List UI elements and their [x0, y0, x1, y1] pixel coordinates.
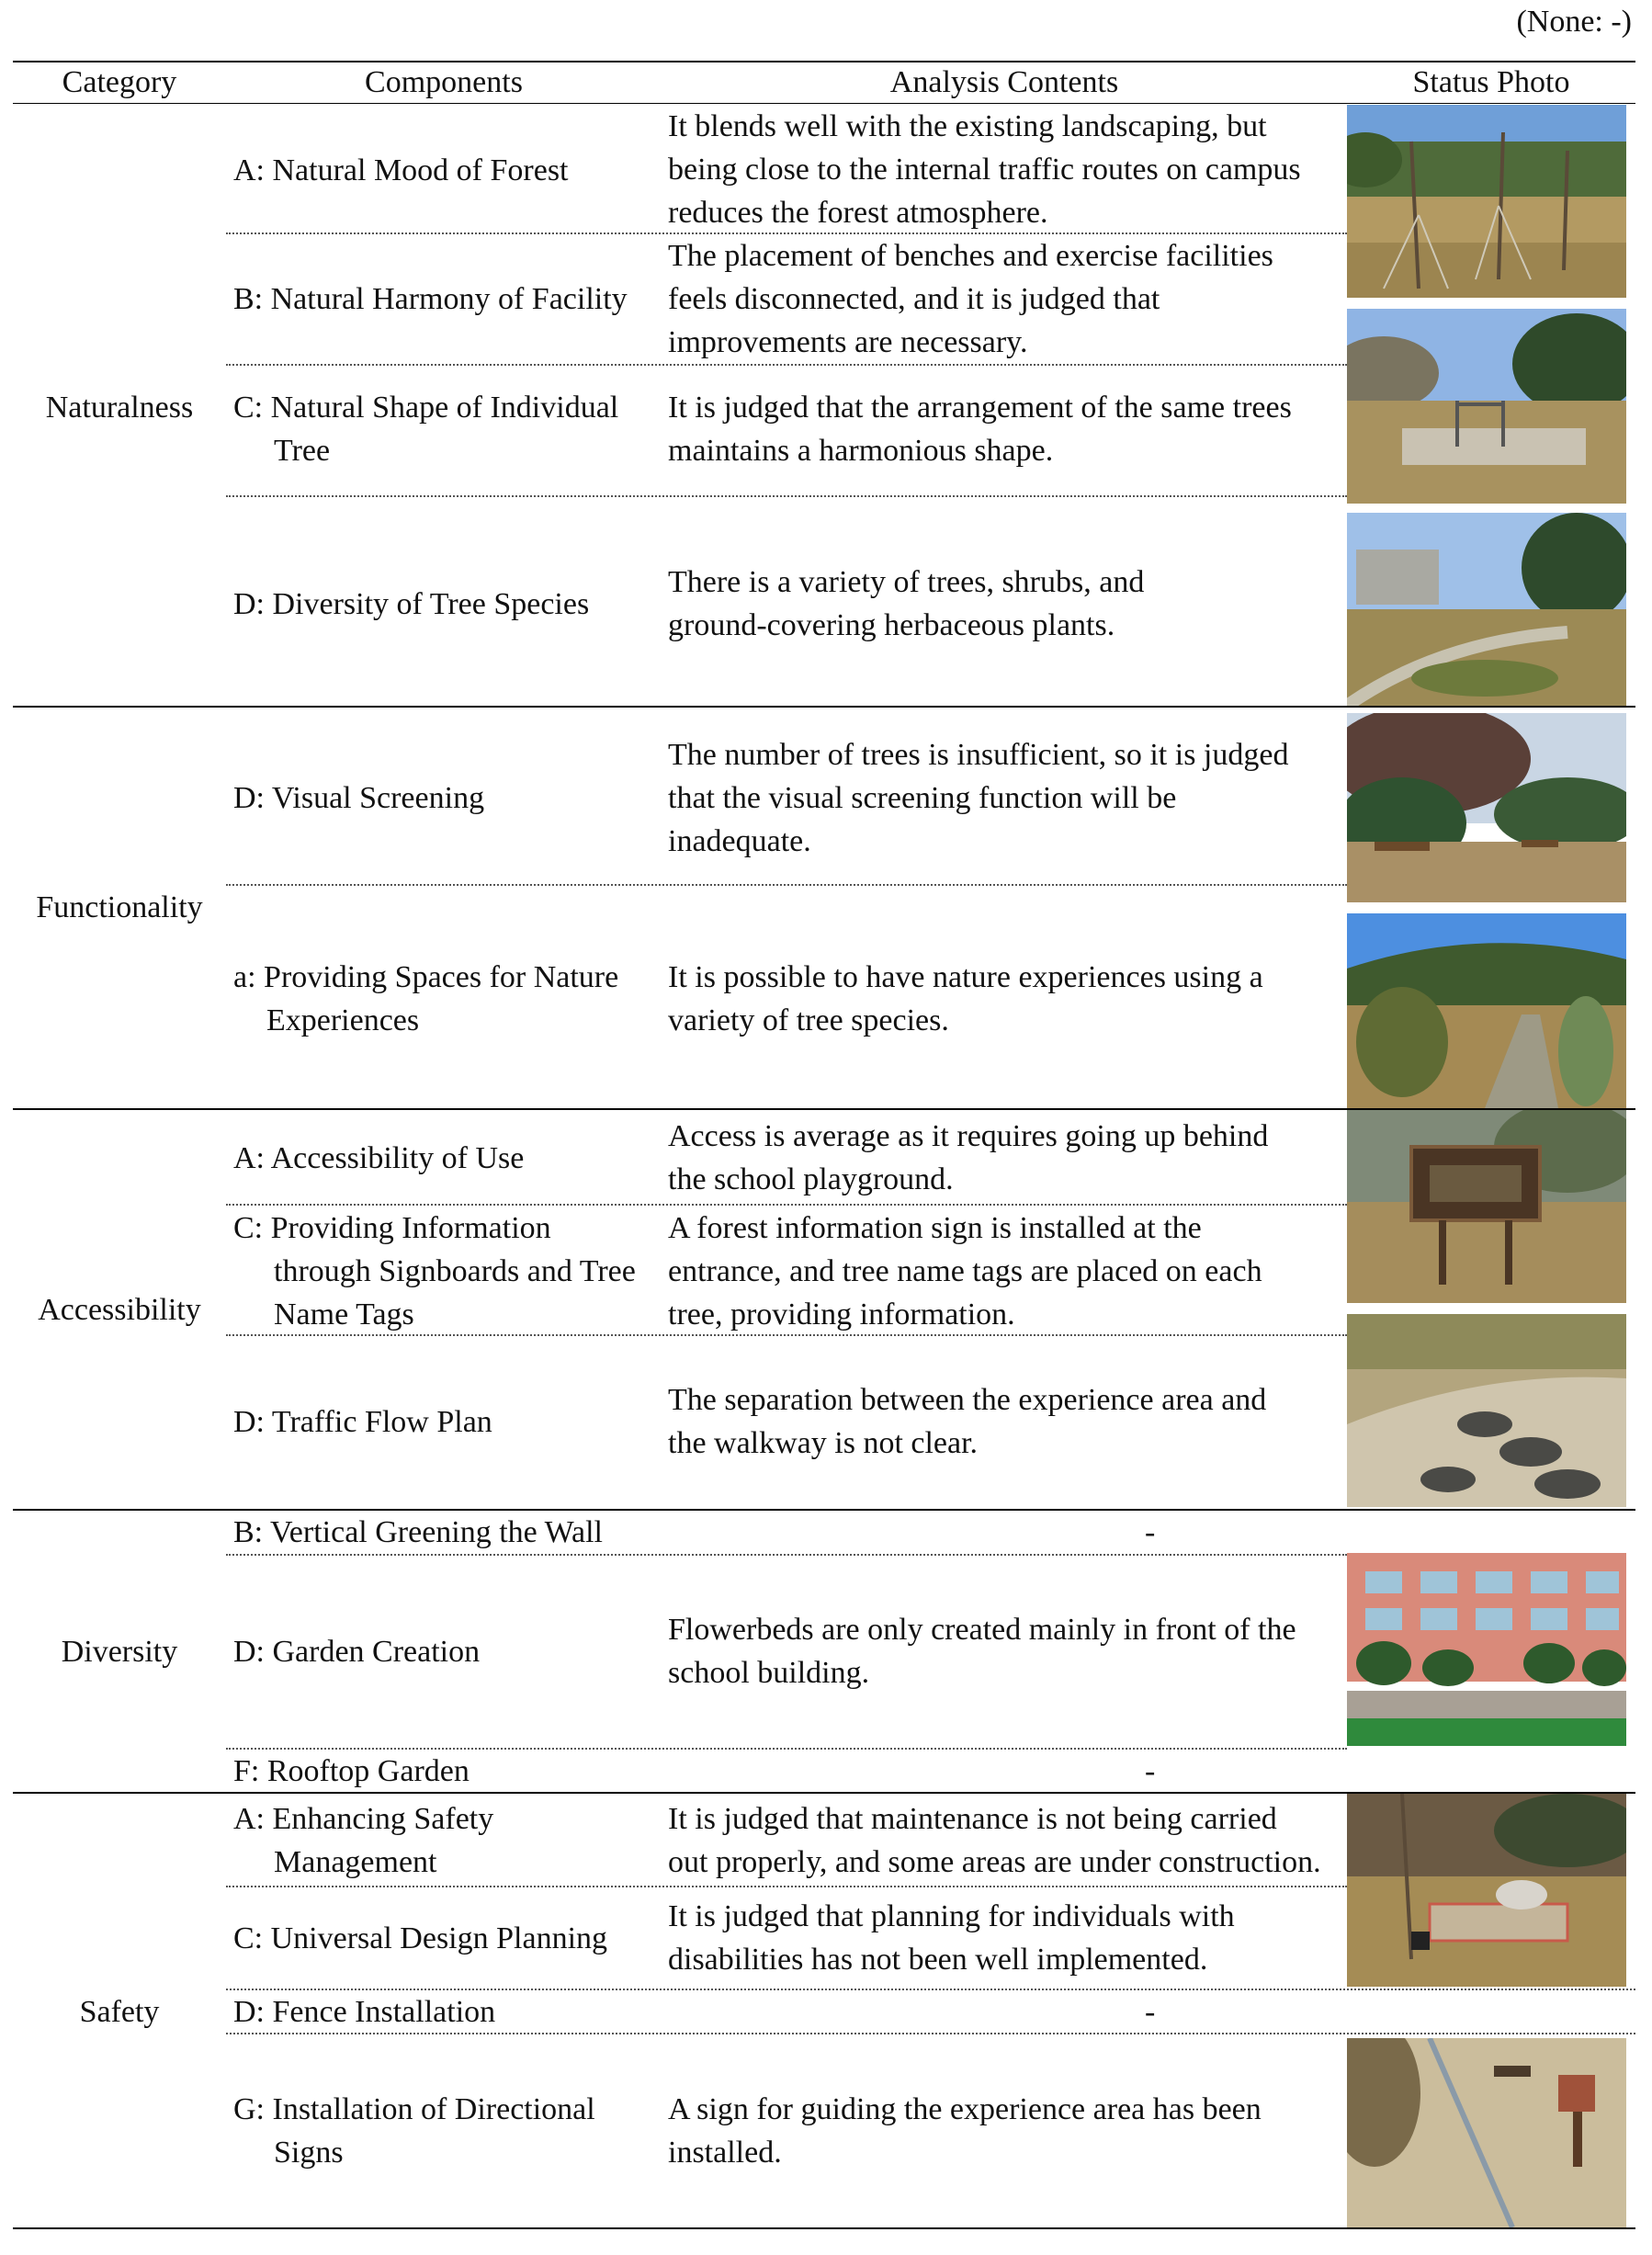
analysis-saf-d: -: [1145, 1995, 1156, 2029]
component-saf-a: A: Enhancing Safety Management: [233, 1802, 494, 1879]
analysis-nat-d: There is a variety of trees, shrubs, and ground-covering herbaceous plants.: [668, 565, 1145, 642]
component-nat-a: A: Natural Mood of Forest: [233, 153, 569, 187]
category-accessibility: Accessibility: [38, 1293, 201, 1327]
component-acc-d: D: Traffic Flow Plan: [233, 1405, 492, 1439]
status-photo-forest: [1347, 105, 1626, 298]
component-div-d: D: Garden Creation: [233, 1635, 481, 1669]
component-fun-d: D: Visual Screening: [233, 781, 485, 815]
analysis-acc-c: A forest information sign is installed at the entrance, and tree name tags are placed on each tree, providing information.: [668, 1211, 1262, 1331]
category-functionality: Functionality: [36, 890, 203, 924]
component-acc-c: C: Providing Information through Signboards and Tree Name Tags: [233, 1211, 636, 1331]
section-rule: [13, 706, 1635, 708]
row-divider: [226, 495, 1347, 497]
component-nat-b: B: Natural Harmony of Facility: [233, 282, 628, 316]
status-photo-construction: [1347, 1794, 1626, 1987]
status-photo-info-sign: [1347, 1110, 1626, 1303]
header-category: Category: [62, 65, 177, 99]
component-div-f: F: Rooftop Garden: [233, 1754, 470, 1788]
status-photo-nature-experience: [1347, 913, 1626, 1108]
row-divider: [226, 1886, 1347, 1887]
analysis-fun-a: It is possible to have nature experiences using a variety of tree species.: [668, 960, 1263, 1037]
row-divider: [226, 1204, 1347, 1206]
analysis-acc-a: Access is average as it requires going up behind the school playground.: [668, 1119, 1269, 1196]
header-components: Components: [365, 65, 523, 99]
header-analysis: Analysis Contents: [889, 65, 1119, 99]
analysis-nat-a: It blends well with the existing landscaping, but being close to the internal traffic routes on campus reduces the forest atmosphere.: [668, 109, 1301, 230]
analysis-nat-c: It is judged that the arrangement of the same trees maintains a harmonious shape.: [668, 391, 1292, 468]
status-photo-walkway: [1347, 1314, 1626, 1507]
category-naturalness: Naturalness: [45, 391, 194, 425]
component-fun-a: a: Providing Spaces for Nature Experiences: [233, 960, 619, 1037]
component-saf-c: C: Universal Design Planning: [233, 1921, 608, 1955]
category-diversity: Diversity: [61, 1635, 178, 1669]
row-divider: [226, 2033, 1635, 2034]
component-acc-a: A: Accessibility of Use: [233, 1141, 525, 1175]
status-photo-exercise-facility: [1347, 309, 1626, 504]
analysis-saf-g: A sign for guiding the experience area has been installed.: [668, 2092, 1262, 2170]
row-divider: [226, 364, 1347, 366]
analysis-div-d: Flowerbeds are only created mainly in front of the school building.: [668, 1613, 1296, 1690]
component-saf-d: D: Fence Installation: [233, 1995, 496, 2029]
bottom-rule: [13, 2227, 1635, 2229]
component-div-b: B: Vertical Greening the Wall: [233, 1515, 604, 1549]
component-nat-d: D: Diversity of Tree Species: [233, 587, 590, 621]
analysis-div-b: -: [1145, 1515, 1156, 1549]
analysis-fun-d: The number of trees is insufficient, so it is judged that the visual screening function will be inadequate.: [668, 738, 1289, 858]
status-photo-directional-sign: [1347, 2038, 1626, 2227]
analysis-nat-b: The placement of benches and exercise facilities feels disconnected, and it is judged that improvements are necessary.: [668, 239, 1273, 359]
category-safety: Safety: [79, 1995, 160, 2029]
status-photo-visual-screening: [1347, 713, 1626, 902]
row-divider: [226, 884, 1347, 886]
component-nat-c: C: Natural Shape of Individual Tree: [233, 391, 619, 468]
analysis-acc-d: The separation between the experience area and the walkway is not clear.: [668, 1383, 1267, 1460]
component-saf-g: G: Installation of Directional Signs: [233, 2092, 595, 2170]
status-photo-tree-species: [1347, 513, 1626, 706]
row-divider: [226, 1334, 1347, 1336]
header-status-photo: Status Photo: [1412, 65, 1570, 99]
status-photo-garden: [1347, 1553, 1626, 1746]
table-note: (None: -): [1516, 5, 1632, 39]
analysis-div-f: -: [1145, 1754, 1156, 1788]
analysis-saf-a: It is judged that maintenance is not being carried out properly, and some areas are under construction.: [668, 1802, 1321, 1879]
analysis-saf-c: It is judged that planning for individuals with disabilities has not been well implemented.: [668, 1899, 1235, 1977]
row-divider: [226, 1554, 1347, 1556]
